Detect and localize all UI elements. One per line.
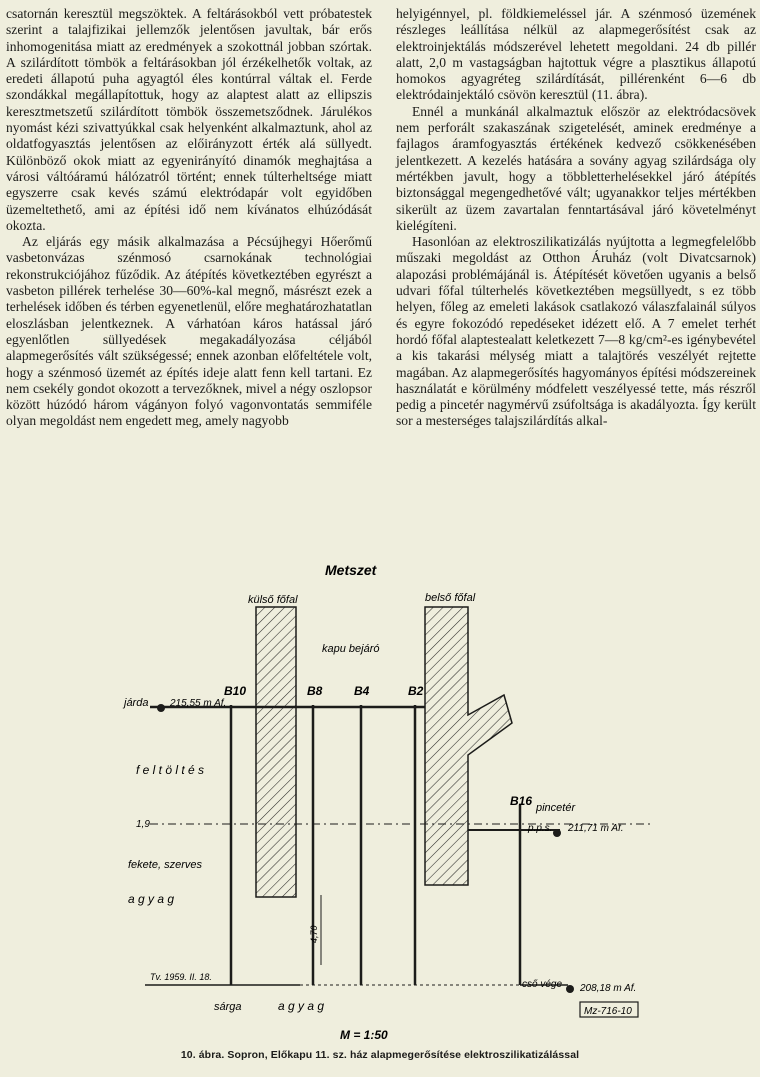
pipe-end-label: cső vége: [522, 979, 563, 990]
inner-wall: [425, 607, 512, 885]
sidewalk-label: járda: [124, 697, 149, 709]
pile-label-b2: B2: [408, 684, 424, 698]
drawing-number: Mz-716-10: [584, 1006, 632, 1017]
level-marker: [157, 704, 165, 712]
scale-label: M = 1:50: [340, 1028, 388, 1042]
paragraph: Ennél a munkánál alkalmaztuk először az elektródacsövek nem perforált szakaszának szigetelését, aminek eredménye a fajlagos áramfogyasztás értékének kedvező csökkenésében jelentkezett. A kezelés hatására a sovány agyag szilárdsága oly mértékben javult, hogy a többletterhelésekkel járó átépítés biztonsággal megengedhetővé vált; ugyanakkor teljes mértékben sikerült az üzem zavartalan fenntartásával járó követelményt kielégíteni.: [396, 103, 756, 233]
pile-label-b4: B4: [354, 684, 370, 698]
black-organic-label: fekete, szerves: [128, 859, 202, 871]
figure-caption: 10. ábra. Sopron, Előkapu 11. sz. ház alapmegerősítése elektroszilikatizálással: [180, 1049, 580, 1061]
outer-wall: [256, 607, 296, 897]
outer-wall-label: külső főfal: [248, 594, 298, 606]
clay-lower-label: a g y a g: [278, 999, 325, 1013]
clay-upper-label: a g y a g: [128, 892, 175, 906]
pile-label-b10: B10: [224, 684, 247, 698]
text-column-left: [6, 6, 372, 430]
paragraph: Hasonlóan az elektroszilikatizálás nyújtotta a legmegfelelőbb műszaki megoldást az Otthon Áruház (volt Divatcsarnok) alapozási problémájánál is. Átépítését követően ugyanis a belső udvari főfal túlterhelés következtében megsüllyedt, s ez több helyen, főleg az emeleti lakások csatlakozó válaszfalainál súlyos és egyre fokozódó repedéseket idézett elő. A 7 emelet terhét hordó főfal alaptestealatt keletkezett 7—8 kg/cm²-es igénybevétel a kis takarási mélység miatt a talajtörés veszélyét rejtette magában. Az alapmegerősítés hagyományos építési módszereinek használatát e körülmény módfelett veszélyessé tette, más részről pedig a pincetér nagymérvű zsúfoltsága is akadályozta. Így került sor a mesterséges talajszilárdítás alkal-: [396, 234, 756, 429]
sidewalk-elevation: 215,55 m Af.: [170, 698, 227, 709]
pile-label-b16: B16: [510, 794, 533, 808]
paragraph: csatornán keresztül megszöktek. A feltárásokból vett próbatestek szerint a talajfizikai jellemzők jelentősen javultak, bár erős inhomogenitása miatt az eredmények a szokottnál jobban szórtak. A szilárdított tömbök a feltárásokban jól érzékelhetők voltak, az eredeti állapotú puha agyagtól éles kontúrral váltak el. Ferde szondákkal megállapítottuk, hogy az alaptest alatt az ellipszis keresztmetszetű szilárdított tömbök összemetsződnek. Járulékos nyomást kézi szivattyúkkal csak helyenként alkalmaztunk, ahol az oldatfogyasztás jelentősen az előirányzott érték alá süllyedt. Különböző okok miatt az egyenirányító dinamók meghajtása a városi váltóáramú hálózatról történt; ennek túlterheltsége miatt egyszerre csak kevés számú elektródapár volt egyidőben üzemeltethető, ami az építési idő nem kívánatos elhúzódását okozta.: [6, 6, 372, 233]
yellow-label: sárga: [214, 1001, 242, 1013]
fill-layer-label: f e l t ö l t é s: [136, 763, 205, 777]
level-marker: [566, 985, 574, 993]
level-marker: [553, 829, 561, 837]
groundwater-label: Tv. 1959. II. 18.: [150, 972, 212, 982]
depth-mark: 1,9: [136, 819, 150, 830]
section-drawing: [0, 555, 760, 1055]
pipe-end-elevation: 208,18 m Af.: [580, 983, 637, 994]
inner-wall-label: belső főfal: [425, 592, 476, 604]
basement-elevation: 211,71 m Af.: [568, 823, 624, 834]
basement-pps-label: p.p.s.: [528, 823, 553, 834]
paragraph: helyigénnyel, pl. földkiemeléssel jár. A szénmosó üzemének részleges leállítása nélkül az alapmegerősítést csak az elektroinjektálás módszerével lehetett megoldani. 24 db pillér alatt, 2,0 m vastagságban hajtottuk végre a plasztikus állapotú homokos agyagréteg szilárdítását, pillérenként 6—6 db elektródainjektáló csövön keresztül (11. ábra).: [396, 6, 756, 103]
text-column-right: [396, 6, 756, 430]
figure-title: Metszet: [325, 562, 377, 578]
pile-label-b8: B8: [307, 684, 323, 698]
basement-label: pincetér: [536, 802, 576, 814]
gate-entrance-label: kapu bejáró: [322, 643, 380, 655]
paragraph: Az eljárás egy másik alkalmazása a Pécsújhegyi Hőerőmű vasbetonvázas szénmosó csarnokának technológiai rekonstrukciójához fűződik. Az átépítés következtében egyrészt a vasbeton pillérek terhelése 30—60%-kal megnő, másrészt ezek a terhelések időben és térben egyenetlenül, előre meghatározhatatlan eloszlásban jelentkeznek. A várhatóan káros hatással járó egyenlőtlen süllyedések megakadályozása céljából alapmegerősítés vált szükségessé; ennek azonban előfeltétele volt, hogy a szénmosó üzemét az építés ideje alatt fenn kell tartani. Ez nem csekély gondot okozott a tervezőknek, mivel a négy oszlopsor között húzódó három vágányon folyó vagonvontatás semmiféle olyan megoldást nem engedett meg, amely nagyobb: [6, 234, 372, 429]
depth-dimension-label: 4,70: [309, 925, 319, 943]
